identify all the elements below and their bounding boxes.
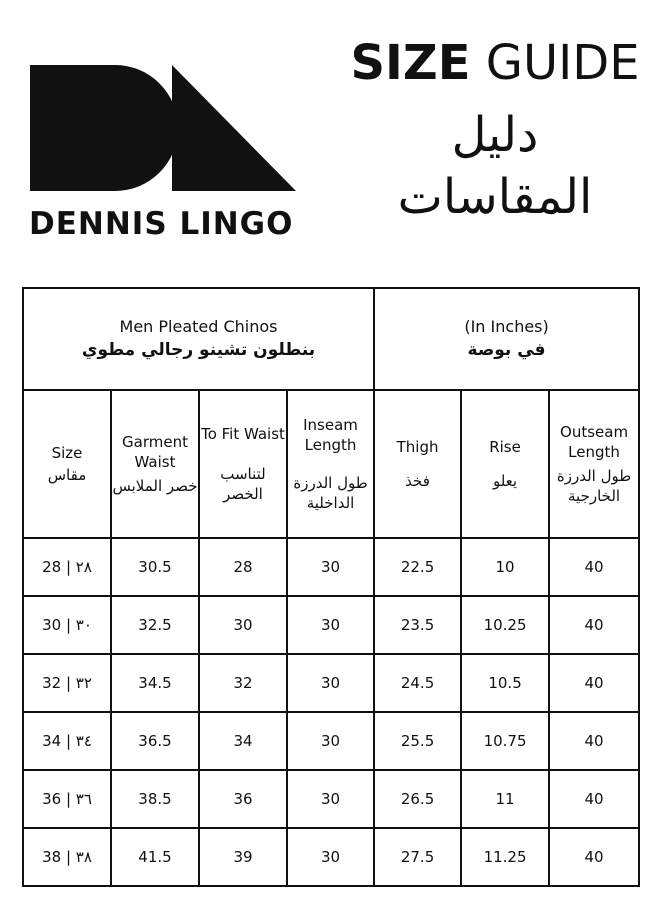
col-header-en: Rise [489, 438, 521, 456]
table-cell: 11 [461, 770, 549, 828]
table-cell: 30 [287, 712, 374, 770]
group-header-units [374, 288, 639, 390]
page-title-en [345, 34, 645, 92]
table-row [23, 538, 639, 596]
title-ar-line1: دليل [451, 107, 539, 163]
table-cell: 10.5 [461, 654, 549, 712]
logo-d-shape [30, 65, 178, 191]
col-header-ar: فخذ [405, 472, 430, 490]
size-en: 38 [42, 848, 62, 866]
table-cell: 30 [199, 596, 287, 654]
table-cell: 10.75 [461, 712, 549, 770]
group-header-product [23, 288, 374, 390]
col-header-rise [461, 390, 549, 538]
col-header-ar: طول الدرزة الداخلية [293, 474, 368, 512]
col-header-en: Size [51, 444, 83, 462]
group-product-ar: بنطلون تشينو رجالي مطوي [81, 340, 316, 360]
table-cell: 28 [199, 538, 287, 596]
size-en: 32 [42, 674, 62, 692]
table-row [23, 654, 639, 712]
col-header-ar: خصر الملابس [112, 477, 198, 495]
col-header-to-fit-waist [199, 390, 287, 538]
size-en: 36 [42, 790, 62, 808]
title-bold-word: SIZE [350, 35, 471, 91]
table-cell: 36.5 [111, 712, 199, 770]
table-cell: 30 [287, 770, 374, 828]
size-table [22, 287, 640, 887]
table-cell: 26.5 [374, 770, 461, 828]
col-header-ar: يعلو [492, 472, 518, 490]
table-cell: 22.5 [374, 538, 461, 596]
size-ar: ٣٦ [75, 790, 92, 808]
group-units-ar: في بوصة [467, 340, 546, 360]
col-header-ar: لتناسب الخصر [220, 465, 266, 503]
col-header-en: Garment Waist [122, 433, 188, 471]
table-cell: 40 [549, 654, 639, 712]
table-cell: 24.5 [374, 654, 461, 712]
col-header-en: Thigh [396, 438, 439, 456]
size-en: 34 [42, 732, 62, 750]
size-ar: ٣٢ [75, 674, 92, 692]
brand-logo [0, 0, 310, 200]
col-header-ar: مقاس [47, 466, 87, 484]
brand-name: DENNIS LINGO [29, 206, 294, 242]
size-en: 28 [42, 558, 62, 576]
col-header-en: To Fit Waist [201, 425, 285, 443]
table-cell: 40 [549, 538, 639, 596]
table-cell: 34.5 [111, 654, 199, 712]
table-cell: 36 [199, 770, 287, 828]
table-cell: 10 [461, 538, 549, 596]
size-ar: ٣٤ [75, 732, 92, 750]
table-row [23, 712, 639, 770]
table-cell: 25.5 [374, 712, 461, 770]
title-rest-word: GUIDE [485, 35, 640, 91]
table-cell: 41.5 [111, 828, 199, 886]
col-header-size [23, 390, 111, 538]
table-cell: 27.5 [374, 828, 461, 886]
col-header-en: Inseam Length [303, 416, 358, 454]
size-cell: 28 | ٢٨ [23, 538, 111, 596]
col-header-en: Outseam Length [560, 423, 629, 461]
size-cell: 34 | ٣٤ [23, 712, 111, 770]
group-product-en: Men Pleated Chinos [119, 317, 278, 336]
column-header-row [23, 390, 639, 538]
table-cell: 39 [199, 828, 287, 886]
size-cell: 38 | ٣٨ [23, 828, 111, 886]
title-ar-line2: المقاسات [397, 169, 593, 225]
size-cell: 36 | ٣٦ [23, 770, 111, 828]
table-cell: 11.25 [461, 828, 549, 886]
table-cell: 40 [549, 596, 639, 654]
table-row [23, 770, 639, 828]
page-title-ar [345, 104, 645, 228]
size-cell: 30 | ٣٠ [23, 596, 111, 654]
group-header-row [23, 288, 639, 390]
table-cell: 32.5 [111, 596, 199, 654]
col-header-ar: طول الدرزة الخارجية [556, 467, 632, 505]
table-cell: 23.5 [374, 596, 461, 654]
col-header-thigh [374, 390, 461, 538]
size-ar: ٢٨ [75, 558, 92, 576]
table-row [23, 828, 639, 886]
table-cell: 32 [199, 654, 287, 712]
table-cell: 30 [287, 538, 374, 596]
table-cell: 30 [287, 654, 374, 712]
table-row [23, 596, 639, 654]
table-cell: 40 [549, 770, 639, 828]
table-cell: 40 [549, 828, 639, 886]
col-header-inseam-length [287, 390, 374, 538]
col-header-garment-waist [111, 390, 199, 538]
table-cell: 30 [287, 596, 374, 654]
size-cell: 32 | ٣٢ [23, 654, 111, 712]
group-units-en: (In Inches) [464, 317, 549, 336]
table-cell: 34 [199, 712, 287, 770]
size-ar: ٣٨ [75, 848, 92, 866]
col-header-outseam-length [549, 390, 639, 538]
size-en: 30 [42, 616, 62, 634]
table-cell: 30 [287, 828, 374, 886]
table-cell: 40 [549, 712, 639, 770]
size-ar: ٣٠ [75, 616, 92, 634]
table-cell: 30.5 [111, 538, 199, 596]
logo-triangle-shape [172, 65, 296, 191]
table-cell: 10.25 [461, 596, 549, 654]
table-cell: 38.5 [111, 770, 199, 828]
